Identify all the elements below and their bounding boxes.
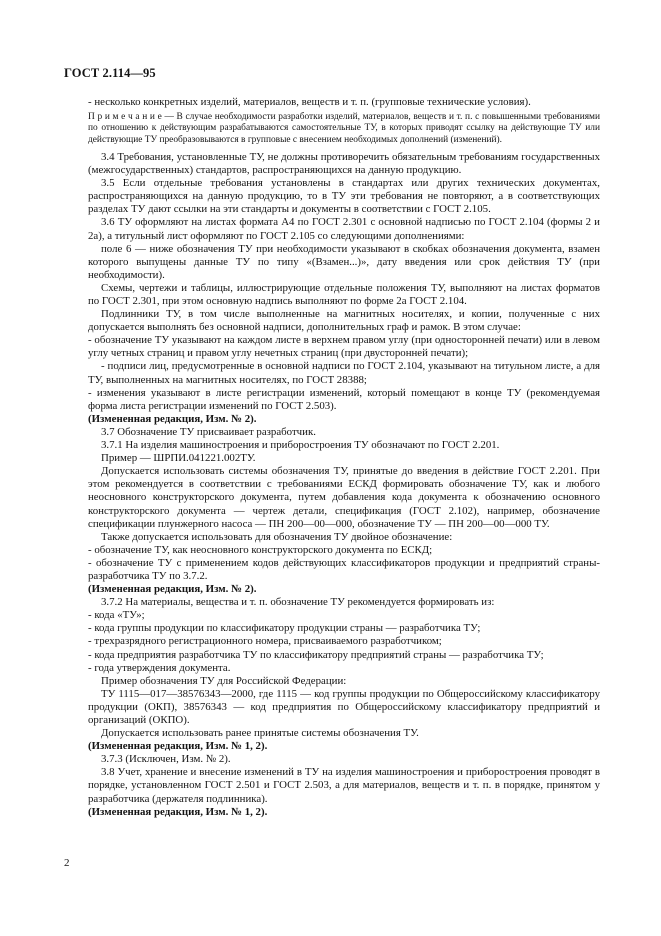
paragraph: 3.7 Обозначение ТУ присваивает разработчик. <box>101 425 316 438</box>
paragraph: - кода «ТУ»; <box>88 609 145 622</box>
paragraph: Допускается использовать системы обозначения ТУ, принятые до введения в действие ГОСТ 2.201. При этом рекомендуется в соответствии с требованиями ЕСКД формировать обозначение ТУ, как и любого неосновного конструкторского документа, путем добавления кода документа к обозначению основного конструкторского документа — чертеж детали, спецификация (ГОСТ 2.102), например, обозначение спецификации плунжерного насоса — ПН 200—00—000, обозначение ТУ — ПН 200—00—000 ТУ. <box>88 465 600 530</box>
paragraph: 3.7.1 На изделия машиностроения и приборостроения ТУ обозначают по ГОСТ 2.201. <box>101 439 500 452</box>
amendment-note: (Измененная редакция, Изм. № 1, 2). <box>88 805 268 818</box>
paragraph: Также допускается использовать для обозначения ТУ двойное обозначение: <box>101 530 453 543</box>
paragraph: - обозначение ТУ указывают на каждом листе в верхнем правом углу (при односторонней печати) или в левом углу четных страниц и правом углу нечетных страниц (при двусторонней печати); <box>88 334 600 360</box>
paragraph: - обозначение ТУ с применением кодов действующих классификаторов продукции и предприятий страны-разработчика ТУ по 3.7.2. <box>88 556 600 582</box>
paragraph: 3.6 ТУ оформляют на листах формата А4 по ГОСТ 2.301 с основной надписью по ГОСТ 2.104 (формы 2 и 2а), а титульный лист оформляют по ГОСТ 2.105 со следующими дополнениями: <box>88 216 600 242</box>
paragraph: Подлинники ТУ, в том числе выполненные на магнитных носителях, и копии, полученные с них допускается выполнять без основной надписи, дополнительных граф и рамок. В этом случае: <box>88 308 600 334</box>
paragraph: - кода группы продукции по классификатору продукции страны — разработчика ТУ; <box>88 622 481 635</box>
paragraph: - подписи лиц, предусмотренные в основной надписи по ГОСТ 2.104, указывают на титульном листе, а для ТУ, выполненных на магнитных носителях, по ГОСТ 28388; <box>88 360 600 386</box>
document-body <box>88 96 600 819</box>
paragraph: ТУ 1115—017—38576343—2000, где 1115 — код группы продукции по Общероссийскому классификатору продукции (ОКП), 38576343 — код предприятия по Общероссийскому классификатору предприятий и организаций (ОКПО). <box>88 687 600 727</box>
paragraph: 3.8 Учет, хранение и внесение изменений в ТУ на изделия машиностроения и приборостроения проводят в порядке, установленном ГОСТ 2.501 и ГОСТ 2.503, а для материалов, веществ и т. п. в порядке, принятом у разработчика (держателя подлинника). <box>88 766 600 805</box>
paragraph: 3.4 Требования, установленные ТУ, не должны противоречить обязательным требованиям государственных (межгосударственных) стандартов, распространяющихся на данную продукцию. <box>88 150 600 177</box>
amendment-note: (Измененная редакция, Изм. № 2). <box>88 412 257 425</box>
paragraph: Схемы, чертежи и таблицы, иллюстрирующие отдельные положения ТУ, выполняют на листах форматов по ГОСТ 2.301, при этом основную надпись выполняют по форме 2а ГОСТ 2.104. <box>88 281 600 308</box>
paragraph: - несколько конкретных изделий, материалов, веществ и т. п. (групповые технические условия). <box>88 96 531 108</box>
paragraph: - изменения указывают в листе регистрации изменений, который помещают в конце ТУ (рекомендуемая форма листа регистрации изменений по ГОСТ 2.503). <box>88 386 600 412</box>
paragraph: 3.7.2 На материалы, вещества и т. п. обозначение ТУ рекомендуется формировать из: <box>101 596 495 609</box>
paragraph: поле 6 — ниже обозначения ТУ при необходимости указывают в скобках обозначения документа, взамен которого выпущены данные ТУ по типу «(Взамен...)», дату введения или срок действия ТУ (при необходимости). <box>88 242 600 281</box>
paragraph: Допускается использовать ранее принятые системы обозначения ТУ. <box>101 727 419 740</box>
note-paragraph: П р и м е ч а н и е — В случае необходимости разработки изделий, материалов, веществ и т. п. с повышенными требованиями по отношению к действующим разрабатываются самостоятельные ТУ, в которых приводят ссылку на действующие ТУ или действующие ТУ преобразовываются в групповые с внесением необходимых дополнений (изменений). <box>88 112 600 145</box>
paragraph: - года утверждения документа. <box>88 661 231 674</box>
paragraph: Пример обозначения ТУ для Российской Федерации: <box>101 674 347 687</box>
document-header: ГОСТ 2.114—95 <box>64 66 156 80</box>
amendment-note: (Измененная редакция, Изм. № 1, 2). <box>88 740 268 753</box>
paragraph: 3.7.3 (Исключен, Изм. № 2). <box>101 753 231 766</box>
paragraph: - кода предприятия разработчика ТУ по классификатору предприятий страны — разработчика ТУ; <box>88 648 544 661</box>
paragraph: - трехразрядного регистрационного номера, присваиваемого разработчиком; <box>88 635 442 648</box>
paragraph: Пример — ШРПИ.041221.002ТУ. <box>101 452 256 465</box>
paragraph: 3.5 Если отдельные требования установлены в стандартах или других технических документах, распространяющихся на данную продукцию, то в ТУ эти требования не повторяют, а в соответствующих разделах ТУ дают ссылки на эти стандарты и документы в соответствии с ГОСТ 2.105. <box>88 177 600 216</box>
amendment-note: (Измененная редакция, Изм. № 2). <box>88 583 257 596</box>
page-number: 2 <box>64 857 70 869</box>
paragraph: - обозначение ТУ, как неосновного конструкторского документа по ЕСКД; <box>88 543 433 556</box>
